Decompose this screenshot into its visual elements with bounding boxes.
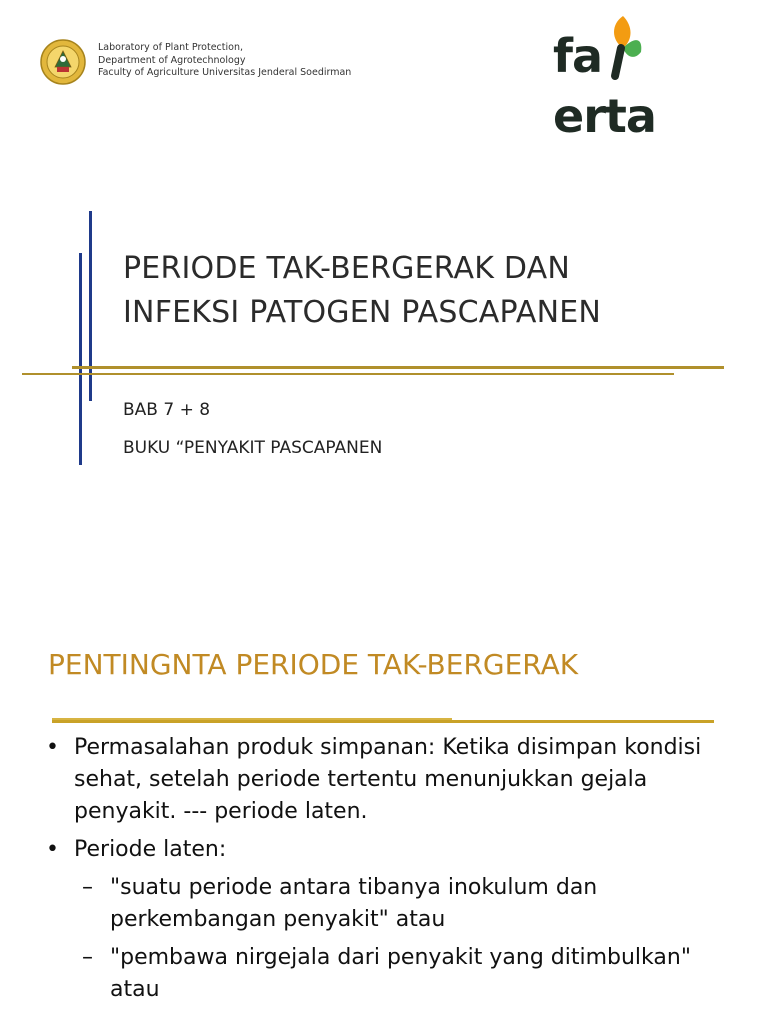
slide-2-content xyxy=(46,732,746,1012)
bullet-item xyxy=(46,834,746,866)
gold-horizontal-line xyxy=(72,366,724,369)
bullet-dot-icon: • xyxy=(46,837,59,862)
sub-bullet-item xyxy=(46,942,746,1006)
title-line: INFEKSI PATOGEN PASCAPANEN xyxy=(123,295,602,330)
university-seal-icon xyxy=(40,39,86,85)
institution-line: Faculty of Agriculture Universitas Jenderal Soedirman xyxy=(98,67,352,78)
subtitle-line: BAB 7 + 8 xyxy=(123,400,211,420)
logo-text xyxy=(553,26,733,146)
blue-vertical-line xyxy=(79,253,82,465)
institution-line: Laboratory of Plant Protection, xyxy=(98,42,243,53)
slide-2 xyxy=(0,590,768,1024)
institution-text xyxy=(98,42,351,80)
dash-icon: – xyxy=(82,875,93,900)
slide-subtitle xyxy=(123,398,382,474)
dash-icon: – xyxy=(82,945,93,970)
faperta-logo xyxy=(553,6,733,143)
gold-underline xyxy=(52,720,714,723)
sub-bullet-text: "pembawa nirgejala dari penyakit yang ditimbulkan" atau xyxy=(110,945,691,1002)
bullet-item xyxy=(46,732,746,828)
sub-bullet-text: "suatu periode antara tibanya inokulum dan perkembangan penyakit" atau xyxy=(110,875,598,932)
gold-horizontal-line xyxy=(22,373,674,375)
bullet-dot-icon: • xyxy=(46,735,59,760)
slide-2-title: PENTINGNTA PERIODE TAK-BERGERAK xyxy=(48,648,579,681)
bullet-text: Permasalahan produk simpanan: Ketika disimpan kondisi sehat, setelah periode tertentu menunjukkan gejala penyakit. --- periode laten. xyxy=(74,735,702,824)
slide-title xyxy=(123,247,601,335)
subtitle-line: BUKU “PENYAKIT PASCAPANEN xyxy=(123,438,383,458)
institution-line: Department of Agrotechnology xyxy=(98,54,246,66)
logo-text-right: erta xyxy=(553,89,656,143)
bullet-text: Periode laten: xyxy=(74,837,227,862)
title-line: PERIODE TAK-BERGERAK DAN xyxy=(123,251,571,286)
logo-text-left: fa xyxy=(553,29,603,83)
sub-bullet-item xyxy=(46,872,746,936)
